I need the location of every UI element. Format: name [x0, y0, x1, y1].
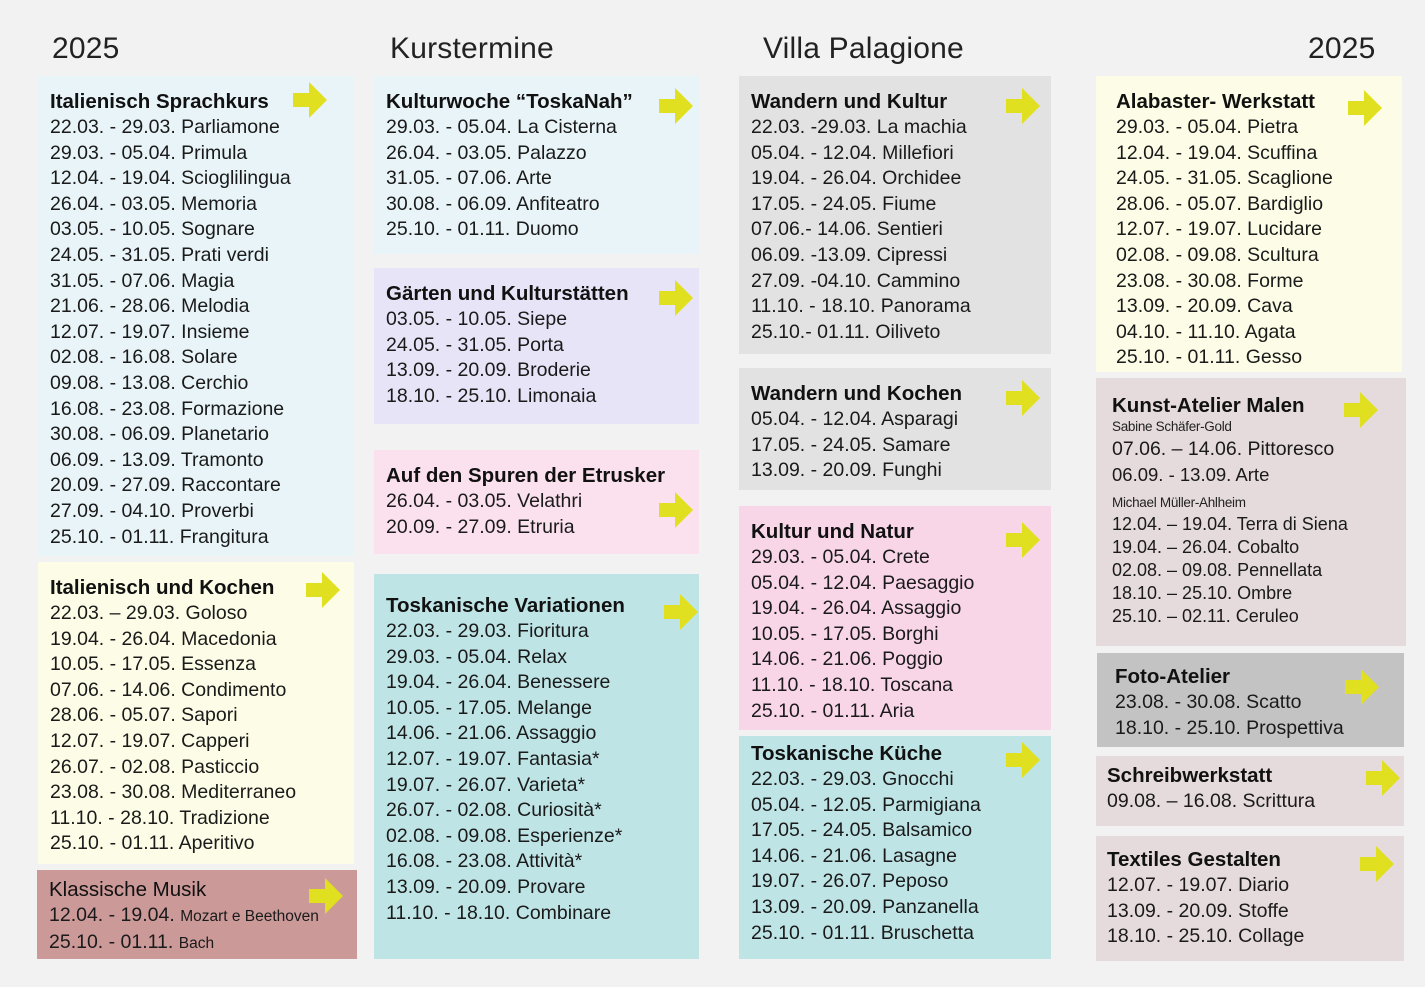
course-date-row: 25.10. - 01.11. Bruschetta [751, 921, 974, 944]
course-date-row: 25.10. - 01.11. Bach [49, 930, 215, 953]
course-date-row: 09.08. - 13.08. Cerchio [50, 371, 249, 394]
course-title: Wandern und Kochen [751, 382, 963, 405]
course-date-row: 22.03. – 29.03. Goloso [50, 602, 248, 624]
course-date-row: 26.04. - 03.05. Memoria [50, 192, 258, 215]
teacher-name: Sabine Schäfer-Gold [1112, 419, 1232, 434]
course-date-row: 10.05. - 17.05. Melange [386, 696, 592, 719]
course-date-row: 18.10. – 25.10. Ombre [1112, 583, 1293, 604]
course-date-row: 20.09. - 27.09. Etruria [386, 515, 575, 538]
course-date-row: 25.10. – 02.11. Ceruleo [1112, 606, 1299, 627]
course-date-row: 06.09. - 13.09. Tramonto [50, 448, 264, 471]
course-date-row: 24.05. - 31.05. Scaglione [1116, 167, 1333, 190]
course-date-row: 24.05. - 31.05. Prati verdi [50, 243, 269, 266]
course-title: Toskanische Küche [751, 742, 943, 765]
course-date-row: 19.04. – 26.04. Cobalto [1112, 536, 1300, 557]
course-dates [751, 115, 1041, 345]
course-date-row: 31.05. - 07.06. Magia [50, 269, 235, 292]
course-date-row: 12.04. - 19.04. Scuffina [1116, 141, 1318, 164]
course-date-row: 17.05. - 24.05. Fiume [751, 192, 937, 215]
course-date-row: 07.06. – 14.06. Pittoresco [1112, 438, 1335, 460]
course-date-row: 11.10. - 18.10. Panorama [751, 295, 971, 318]
course-date-row: 12.07. - 19.07. Insieme [50, 320, 250, 343]
course-date-row: 16.08. - 23.08. Formazione [50, 397, 285, 420]
course-dates [386, 115, 689, 243]
course-title: Kultur und Natur [751, 520, 914, 543]
year-right: 2025 [1308, 32, 1376, 65]
course-date-row: 05.04. - 12.04. Millefiori [751, 141, 954, 164]
course-date-row: 11.10. - 18.10. Combinare [386, 901, 612, 924]
course-title: Textiles Gestalten [1107, 848, 1281, 871]
course-date-row: 13.09. - 20.09. Stoffe [1107, 899, 1289, 922]
course-date-row: 06.09. - 13.09. Arte [1112, 463, 1270, 485]
course-box-klassische-musik[interactable] [37, 870, 357, 959]
course-date-row: 02.08. - 16.08. Solare [50, 346, 238, 369]
course-title: Schreibwerkstatt [1107, 764, 1273, 787]
course-date-row: 13.09. - 20.09. Panzanella [751, 895, 979, 918]
course-box-alabaster[interactable] [1096, 76, 1402, 372]
course-date-row: 28.06. - 05.07. Bardiglio [1116, 192, 1324, 215]
course-dates [50, 115, 344, 550]
course-date-row: 12.07. - 19.07. Lucidare [1116, 218, 1322, 241]
course-date-row: 28.06. - 05.07. Sapori [50, 704, 238, 727]
course-date-row: 23.08. - 30.08. Scatto [1115, 691, 1302, 713]
course-box-textiles[interactable] [1096, 836, 1404, 961]
course-date-row: 30.08. - 06.09. Planetario [50, 423, 269, 446]
course-title: Italienisch Sprachkurs [50, 90, 269, 113]
course-date-row: 09.08. – 16.08. Scrittura [1107, 790, 1316, 812]
course-box-kueche[interactable] [739, 736, 1051, 959]
course-box-kultur-natur[interactable] [739, 506, 1051, 730]
course-date-row: 12.04. - 19.04. Mozart e Beethoven [49, 904, 319, 926]
course-box-italien-kochen[interactable] [38, 562, 354, 864]
course-dates [386, 619, 689, 926]
course-title: Foto-Atelier [1115, 665, 1231, 688]
course-box-garten[interactable] [374, 268, 699, 424]
course-title: Italienisch und Kochen [50, 576, 275, 599]
course-date-row: 22.03. - 29.03. Parliamone [50, 116, 280, 138]
course-date-row: 31.05. - 07.06. Arte [386, 167, 552, 190]
course-dates [751, 767, 1041, 946]
course-date-row: 13.09. - 20.09. Funghi [751, 459, 942, 482]
course-date-row: 22.03. - 29.03. Gnocchi [751, 768, 954, 790]
course-title: Alabaster- Werkstatt [1116, 90, 1315, 113]
course-box-sprachkurs[interactable] [38, 76, 354, 556]
course-date-row: 02.08. - 09.08. Esperienze* [386, 824, 623, 847]
course-date-row: 10.05. - 17.05. Essenza [50, 653, 256, 676]
course-date-row: 25.10.- 01.11. Oiliveto [751, 320, 941, 343]
course-dates [751, 407, 1041, 484]
year-left: 2025 [52, 32, 120, 65]
course-box-wandern-kultur[interactable] [739, 76, 1051, 354]
course-box-variationen[interactable] [374, 574, 699, 959]
course-date-row: 29.03. - 05.04. La Cisterna [386, 116, 617, 138]
course-dates [386, 307, 689, 409]
course-date-row: 27.09. -04.10. Cammino [751, 269, 961, 292]
course-date-row: 30.08. - 06.09. Anfiteatro [386, 192, 600, 215]
course-date-row: 12.07. - 19.07. Capperi [50, 729, 250, 752]
course-title: Kunst-Atelier Malen [1112, 394, 1305, 417]
course-date-row: 14.06. - 21.06. Poggio [751, 648, 943, 671]
course-dates [1116, 115, 1392, 371]
course-title: Toskanische Variationen [386, 594, 625, 617]
course-date-row: 11.10. - 18.10. Toscana [751, 673, 954, 696]
teacher-name: Michael Müller-Ahlheim [1112, 494, 1246, 510]
course-date-row: 07.06.- 14.06. Sentieri [751, 218, 943, 241]
course-dates [386, 489, 689, 540]
course-date-row: 25.10. - 01.11. Gesso [1116, 346, 1303, 369]
course-box-schreibwerkstatt[interactable] [1096, 756, 1404, 826]
course-date-row: 23.08. - 30.08. Forme [1116, 269, 1304, 292]
course-title: Wandern und Kultur [751, 90, 948, 113]
course-date-row: 19.04. - 26.04. Benessere [386, 671, 611, 694]
course-title: Auf den Spuren der Etrusker [386, 464, 666, 487]
course-date-row: 26.07. - 02.08. Pasticcio [50, 755, 260, 778]
course-date-row: 29.03. - 05.04. Pietra [1116, 116, 1299, 138]
course-date-row: 14.06. - 21.06. Lasagne [751, 844, 957, 867]
course-date-row: 19.07. - 26.07. Varieta* [386, 773, 586, 796]
course-date-row: 07.06. - 14.06. Condimento [50, 678, 287, 701]
course-date-row: 19.07. - 26.07. Peposo [751, 870, 949, 893]
course-date-row: 02.08. – 09.08. Pennellata [1112, 560, 1323, 580]
course-date-row: 10.05. - 17.05. Borghi [751, 622, 939, 645]
course-date-row: 13.09. - 20.09. Cava [1116, 295, 1293, 318]
course-date-row: 12.07. - 19.07. Fantasia* [386, 747, 600, 770]
title-kurstermine: Kurstermine [390, 32, 554, 65]
course-date-row: 18.10. - 25.10. Collage [1107, 925, 1305, 948]
course-date-row: 11.10. - 28.10. Tradizione [50, 806, 270, 829]
course-title: Klassische Musik [49, 878, 207, 901]
course-date-row: 06.09. -13.09. Cipressi [751, 243, 948, 266]
course-date-row: 13.09. - 20.09. Provare [386, 875, 586, 898]
course-date-row: 25.10. - 01.11. Duomo [386, 218, 579, 241]
course-box-kunst-atelier[interactable] [1096, 378, 1406, 646]
course-dates [751, 545, 1041, 724]
course-date-row: 26.04. - 03.05. Velathri [386, 490, 583, 512]
course-date-row: 22.03. -29.03. La machia [751, 116, 967, 138]
course-date-row: 25.10. - 01.11. Aperitivo [50, 832, 255, 855]
course-box-foto-atelier[interactable] [1097, 653, 1404, 747]
title-villa-palagione: Villa Palagione [763, 32, 964, 65]
course-dates [1107, 789, 1394, 815]
course-date-row: 19.04. - 26.04. Assaggio [751, 597, 962, 620]
course-date-row: 20.09. - 27.09. Raccontare [50, 474, 281, 497]
course-date-row: 22.03. - 29.03. Fioritura [386, 620, 589, 642]
course-date-row: 12.04. - 19.04. Scioglilingua [50, 167, 291, 190]
course-dates [1107, 873, 1394, 950]
course-title: Gärten und Kulturstätten [386, 282, 629, 305]
course-date-row: 29.03. - 05.04. Crete [751, 546, 930, 568]
course-date-row: 05.04. - 12.05. Parmigiana [751, 793, 981, 816]
course-date-row: 02.08. - 09.08. Scultura [1116, 243, 1319, 266]
course-date-row: 26.04. - 03.05. Palazzo [386, 141, 587, 164]
course-date-row: 12.04. – 19.04. Terra di Siena [1112, 513, 1348, 534]
course-date-row: 17.05. - 24.05. Balsamico [751, 819, 973, 842]
course-date-row: 23.08. - 30.08. Mediterraneo [50, 781, 297, 804]
course-date-row: 16.08. - 23.08. Attività* [386, 850, 583, 873]
course-date-row: 12.07. - 19.07. Diario [1107, 874, 1290, 896]
course-date-row: 05.04. - 12.04. Asparagi [751, 408, 959, 430]
course-title: Kulturwoche “ToskaNah” [386, 90, 633, 113]
course-date-row: 13.09. - 20.09. Broderie [386, 359, 591, 382]
course-date-row: 03.05. - 10.05. Sognare [50, 218, 255, 241]
course-date-row: 26.07. - 02.08. Curiosità* [386, 799, 602, 822]
course-date-row: 25.10. - 01.11. Aria [751, 699, 915, 722]
course-date-row: 24.05. - 31.05. Porta [386, 333, 564, 356]
course-box-etrusker[interactable] [374, 450, 699, 554]
course-date-row: 18.10. - 25.10. Prospettiva [1115, 716, 1344, 739]
course-date-row: 17.05. - 24.05. Samare [751, 433, 951, 456]
course-date-row: 03.05. - 10.05. Siepe [386, 308, 568, 330]
course-date-row: 29.03. - 05.04. Primula [50, 141, 248, 164]
course-date-row: 05.04. - 12.04. Paesaggio [751, 571, 975, 594]
course-date-row: 19.04. - 26.04. Orchidee [751, 167, 962, 190]
course-date-row: 27.09. - 04.10. Proverbi [50, 499, 254, 522]
course-date-row: 29.03. - 05.04. Relax [386, 645, 568, 668]
course-date-row: 04.10. - 11.10. Agata [1116, 320, 1296, 343]
course-date-row: 21.06. - 28.06. Melodia [50, 295, 250, 318]
course-date-row: 18.10. - 25.10. Limonaia [386, 384, 597, 407]
course-dates [50, 601, 344, 857]
course-date-row: 14.06. - 21.06. Assaggio [386, 722, 597, 745]
course-date-row: 25.10. - 01.11. Frangitura [50, 525, 269, 548]
course-box-wandern-kochen[interactable] [739, 368, 1051, 490]
course-box-toskanah[interactable] [374, 76, 699, 254]
course-date-row: 19.04. - 26.04. Macedonia [50, 627, 277, 650]
